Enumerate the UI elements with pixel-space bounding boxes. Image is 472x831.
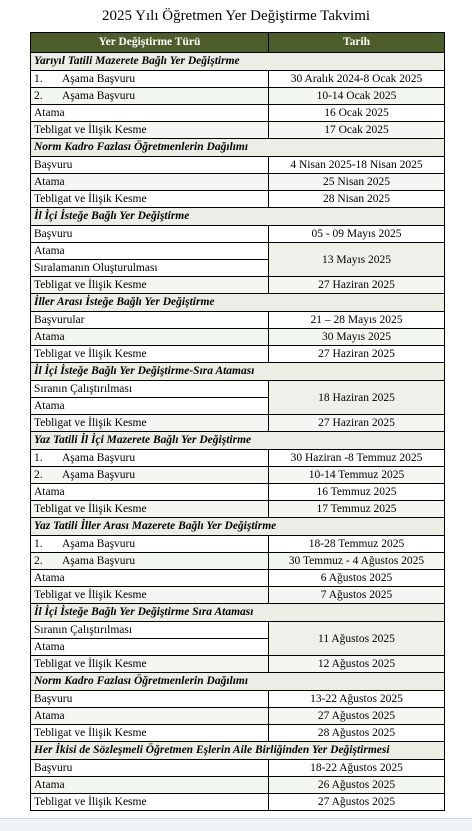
row-label: Atama — [31, 174, 269, 191]
row-date: 26 Ağustos 2025 — [269, 777, 445, 794]
section-row — [31, 432, 445, 450]
table-row — [31, 484, 445, 501]
table-row — [31, 450, 445, 467]
table-row — [31, 622, 445, 639]
section-title: İl İçi İsteğe Bağlı Yer Değiştirme-Sıra Ataması — [31, 363, 445, 381]
row-date: 21 – 28 Mayıs 2025 — [269, 312, 445, 329]
table-row — [31, 157, 445, 174]
table-row — [31, 312, 445, 329]
row-date: 16 Ocak 2025 — [269, 105, 445, 122]
table-row — [31, 570, 445, 587]
row-date: 30 Aralık 2024-8 Ocak 2025 — [269, 71, 445, 88]
section-title: Yaz Tatili İller Arası Mazerete Bağlı Yer Değiştirme — [31, 518, 445, 536]
row-label: Başvuru — [31, 226, 269, 243]
table-row — [31, 760, 445, 777]
table-row — [31, 777, 445, 794]
row-label: Tebligat ve İlişik Kesme — [31, 794, 269, 811]
row-label: Tebligat ve İlişik Kesme — [31, 191, 269, 208]
row-date: 17 Temmuz 2025 — [269, 501, 445, 518]
row-label: Tebligat ve İlişik Kesme — [31, 725, 269, 742]
row-text: Aşama Başvuru — [62, 555, 136, 567]
header-row — [31, 33, 445, 53]
row-label: Atama — [31, 570, 269, 587]
bottom-band — [0, 818, 472, 831]
table-row — [31, 467, 445, 484]
page-title: 2025 Yılı Öğretmen Yer Değiştirme Takvimi — [101, 8, 371, 24]
row-date: 10-14 Temmuz 2025 — [269, 467, 445, 484]
section-title: İller Arası İsteğe Bağlı Yer Değiştirme — [31, 294, 445, 312]
row-date: 30 Temmuz - 4 Ağustos 2025 — [269, 553, 445, 570]
row-date: 27 Ağustos 2025 — [269, 708, 445, 725]
table-row — [31, 226, 445, 243]
row-date: 4 Nisan 2025-18 Nisan 2025 — [269, 157, 445, 174]
row-date: 10-14 Ocak 2025 — [269, 88, 445, 105]
section-title: Her İkisi de Sözleşmeli Öğretmen Eşlerin Aile Birliğinden Yer Değiştirmesi — [31, 742, 445, 760]
row-date: 6 Ağustos 2025 — [269, 570, 445, 587]
table-row — [31, 191, 445, 208]
table-row — [31, 691, 445, 708]
row-label: Atama — [31, 398, 269, 415]
row-date: 30 Haziran -8 Temmuz 2025 — [269, 450, 445, 467]
table-row — [31, 71, 445, 88]
row-number: 1. — [34, 73, 43, 85]
row-label: Tebligat ve İlişik Kesme — [31, 415, 269, 432]
row-date: 12 Ağustos 2025 — [269, 656, 445, 673]
row-date: 05 - 09 Mayıs 2025 — [269, 226, 445, 243]
row-label: Tebligat ve İlişik Kesme — [31, 277, 269, 294]
row-date: 17 Ocak 2025 — [269, 122, 445, 139]
row-label — [31, 536, 269, 553]
row-label: Tebligat ve İlişik Kesme — [31, 587, 269, 604]
row-date: 11 Ağustos 2025 — [269, 622, 445, 656]
row-label: Atama — [31, 708, 269, 725]
table-row — [31, 243, 445, 260]
row-label: Tebligat ve İlişik Kesme — [31, 656, 269, 673]
row-label: Sıranın Çalıştırılması — [31, 622, 269, 639]
row-text: Aşama Başvuru — [62, 452, 136, 464]
row-label: Atama — [31, 329, 269, 346]
row-date: 18 Haziran 2025 — [269, 381, 445, 415]
table-row — [31, 88, 445, 105]
row-number: 2. — [34, 469, 43, 481]
row-date: 18-22 Ağustos 2025 — [269, 760, 445, 777]
table-row — [31, 415, 445, 432]
row-date: 27 Haziran 2025 — [269, 277, 445, 294]
row-date: 18-28 Temmuz 2025 — [269, 536, 445, 553]
table-row — [31, 501, 445, 518]
row-number: 1. — [34, 538, 43, 550]
column-header-date: Tarih — [269, 33, 445, 53]
row-label — [31, 467, 269, 484]
section-row — [31, 742, 445, 760]
row-label: Başvuru — [31, 760, 269, 777]
row-label: Atama — [31, 777, 269, 794]
section-row — [31, 53, 445, 71]
row-label — [31, 450, 269, 467]
row-text: Aşama Başvuru — [62, 469, 136, 481]
table-row — [31, 794, 445, 811]
table-row — [31, 105, 445, 122]
row-date: 13-22 Ağustos 2025 — [269, 691, 445, 708]
row-date: 28 Nisan 2025 — [269, 191, 445, 208]
row-label — [31, 71, 269, 88]
section-title: İl İçi İsteğe Bağlı Yer Değiştirme Sıra Ataması — [31, 604, 445, 622]
row-label: Sıralamanın Oluşturulması — [31, 260, 269, 277]
section-title: Norm Kadro Fazlası Öğretmenlerin Dağılımı — [31, 139, 445, 157]
table-row — [31, 587, 445, 604]
schedule-table — [30, 32, 445, 811]
table-row — [31, 122, 445, 139]
row-label — [31, 553, 269, 570]
table-row — [31, 536, 445, 553]
row-date: 16 Temmuz 2025 — [269, 484, 445, 501]
table-row — [31, 553, 445, 570]
row-date: 7 Ağustos 2025 — [269, 587, 445, 604]
row-number: 2. — [34, 90, 43, 102]
row-text: Aşama Başvuru — [62, 538, 136, 550]
section-title: Norm Kadro Fazlası Öğretmenlerin Dağılımı — [31, 673, 445, 691]
row-label: Tebligat ve İlişik Kesme — [31, 346, 269, 363]
section-title: Yaz Tatili İl İçi Mazerete Bağlı Yer Değiştirme — [31, 432, 445, 450]
section-title: Yarıyıl Tatili Mazerete Bağlı Yer Değiştirme — [31, 53, 445, 71]
row-label: Sıranın Çalıştırılması — [31, 381, 269, 398]
table-row — [31, 346, 445, 363]
row-date: 27 Haziran 2025 — [269, 415, 445, 432]
row-label: Atama — [31, 639, 269, 656]
table-row — [31, 329, 445, 346]
section-row — [31, 518, 445, 536]
section-row — [31, 363, 445, 381]
row-date: 13 Mayıs 2025 — [269, 243, 445, 277]
row-number: 1. — [34, 452, 43, 464]
row-date: 30 Mayıs 2025 — [269, 329, 445, 346]
row-date: 27 Ağustos 2025 — [269, 794, 445, 811]
row-label: Başvuru — [31, 691, 269, 708]
row-date: 28 Ağustos 2025 — [269, 725, 445, 742]
section-row — [31, 604, 445, 622]
row-label: Atama — [31, 484, 269, 501]
column-header-type: Yer Değiştirme Türü — [31, 33, 269, 53]
section-row — [31, 673, 445, 691]
section-row — [31, 294, 445, 312]
row-label: Tebligat ve İlişik Kesme — [31, 122, 269, 139]
row-label: Başvuru — [31, 157, 269, 174]
table-row — [31, 708, 445, 725]
row-number: 2. — [34, 555, 43, 567]
row-text: Aşama Başvuru — [62, 73, 136, 85]
table-row — [31, 277, 445, 294]
section-row — [31, 208, 445, 226]
table-row — [31, 174, 445, 191]
row-date: 25 Nisan 2025 — [269, 174, 445, 191]
section-title: İl İçi İsteğe Bağlı Yer Değiştirme — [31, 208, 445, 226]
row-label: Atama — [31, 243, 269, 260]
row-label — [31, 88, 269, 105]
row-label: Başvurular — [31, 312, 269, 329]
row-label: Tebligat ve İlişik Kesme — [31, 501, 269, 518]
row-label: Atama — [31, 105, 269, 122]
table-row — [31, 381, 445, 398]
table-row — [31, 656, 445, 673]
section-row — [31, 139, 445, 157]
table-row — [31, 725, 445, 742]
row-text: Aşama Başvuru — [62, 90, 136, 102]
row-date: 27 Haziran 2025 — [269, 346, 445, 363]
